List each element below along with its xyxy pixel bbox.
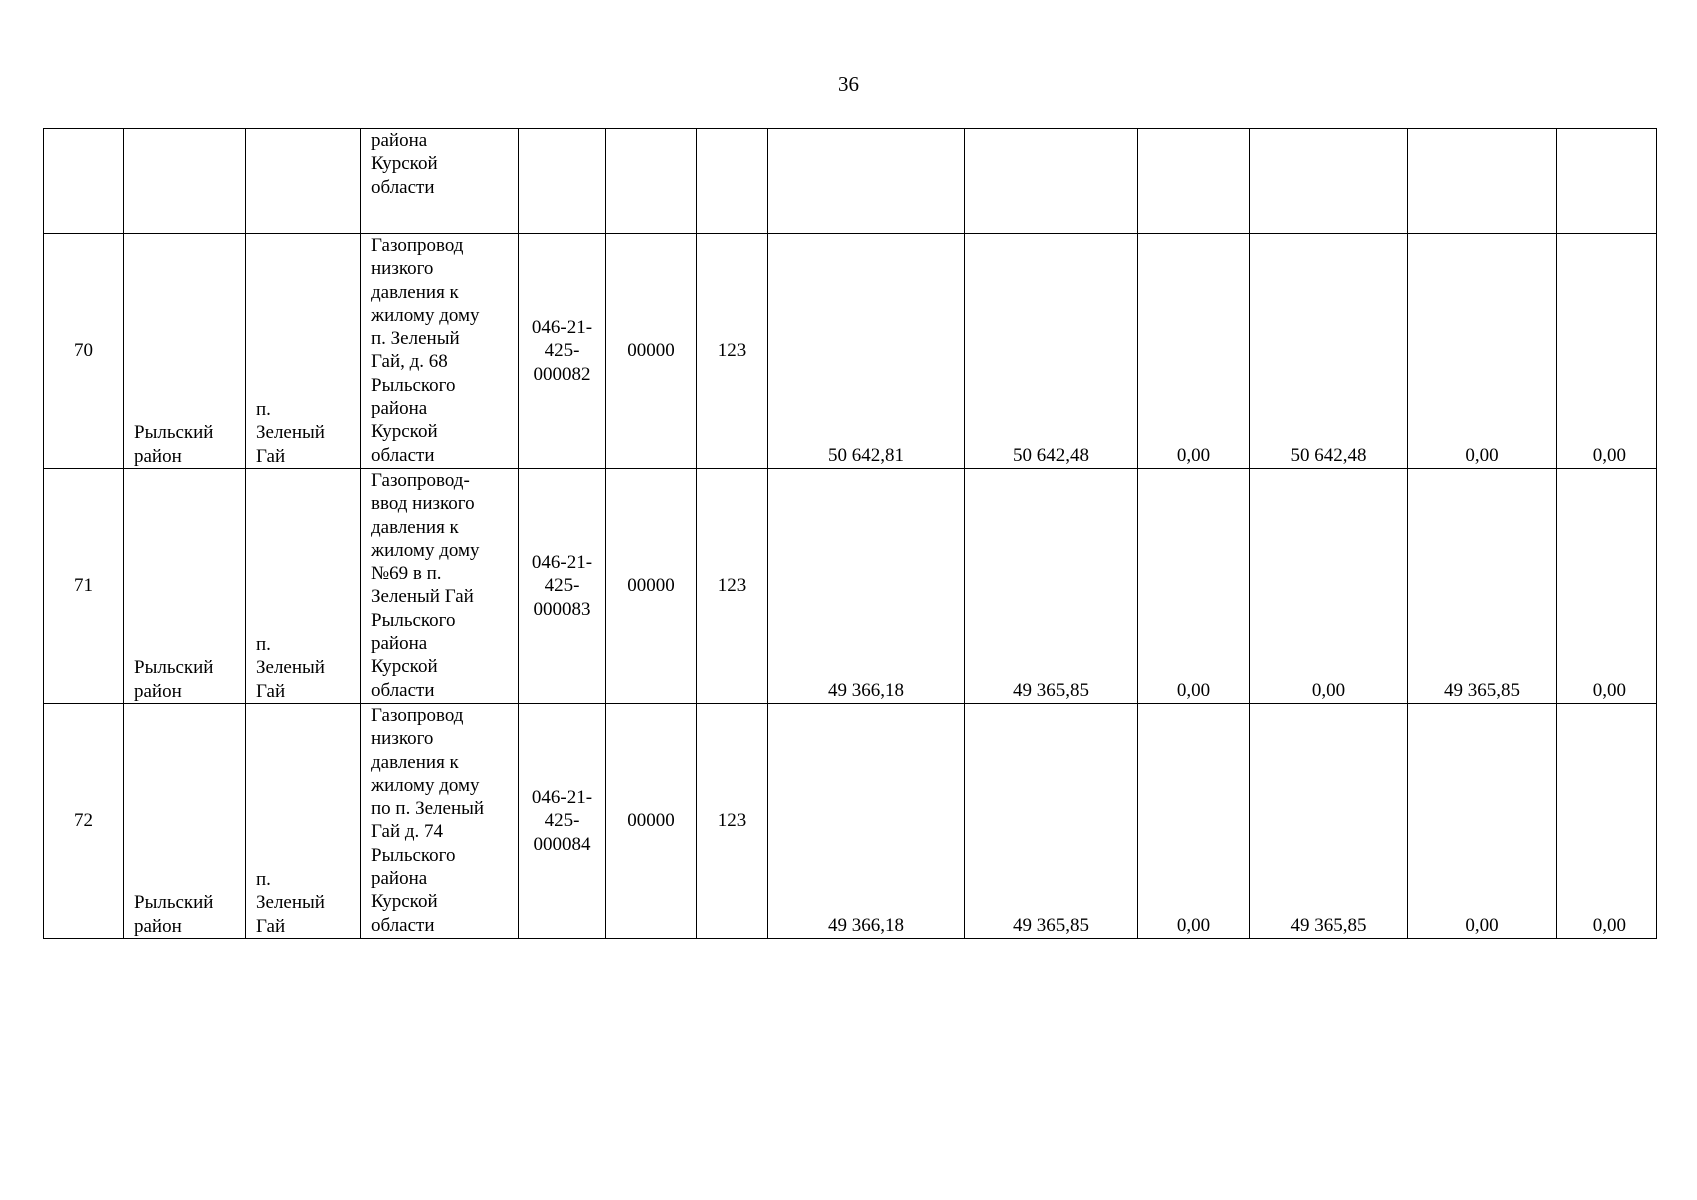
table-cell-empty	[1408, 129, 1557, 234]
table-cell-empty	[768, 129, 965, 234]
locality-name: п. Зеленый Гай	[246, 469, 361, 704]
table-cell-empty	[606, 129, 697, 234]
type-code: 123	[697, 469, 768, 704]
table-cell-empty	[1250, 129, 1408, 234]
row-number: 70	[44, 234, 124, 469]
table-cell-empty	[1557, 129, 1657, 234]
object-description: Газопровод- ввод низкого давления к жилому дому №69 в п. Зеленый Гай Рыльского района Курской области	[361, 469, 519, 704]
value-cell: 49 366,18	[768, 469, 965, 704]
object-description: района Курской области	[361, 129, 519, 234]
table-row	[44, 234, 1657, 469]
table-cell-empty	[246, 129, 361, 234]
kbk-code: 00000	[606, 704, 697, 939]
value-cell: 50 642,81	[768, 234, 965, 469]
row-number: 72	[44, 704, 124, 939]
table-row	[44, 469, 1657, 704]
table-cell-empty	[1138, 129, 1250, 234]
type-code: 123	[697, 704, 768, 939]
object-code: 046-21- 425- 000083	[519, 469, 606, 704]
object-description: Газопровод низкого давления к жилому дому по п. Зеленый Гай д. 74 Рыльского района Курской области	[361, 704, 519, 939]
value-cell: 49 366,18	[768, 704, 965, 939]
locality-name: п. Зеленый Гай	[246, 234, 361, 469]
page-number: 36	[838, 72, 859, 96]
value-cell: 0,00	[1138, 704, 1250, 939]
value-cell: 0,00	[1138, 469, 1250, 704]
table-cell-empty	[44, 129, 124, 234]
value-cell: 50 642,48	[965, 234, 1138, 469]
type-code: 123	[697, 234, 768, 469]
value-cell: 0,00	[1408, 234, 1557, 469]
district-name: Рыльский район	[124, 704, 246, 939]
district-name: Рыльский район	[124, 469, 246, 704]
value-cell: 49 365,85	[1250, 704, 1408, 939]
value-cell: 0,00	[1557, 234, 1657, 469]
table-cell-empty	[697, 129, 768, 234]
object-code: 046-21- 425- 000082	[519, 234, 606, 469]
value-cell: 0,00	[1138, 234, 1250, 469]
kbk-code: 00000	[606, 469, 697, 704]
table-cell-empty	[519, 129, 606, 234]
value-cell: 49 365,85	[965, 704, 1138, 939]
value-cell: 49 365,85	[1408, 469, 1557, 704]
value-cell: 0,00	[1408, 704, 1557, 939]
locality-name: п. Зеленый Гай	[246, 704, 361, 939]
district-name: Рыльский район	[124, 234, 246, 469]
value-cell: 0,00	[1250, 469, 1408, 704]
value-cell: 0,00	[1557, 704, 1657, 939]
value-cell: 50 642,48	[1250, 234, 1408, 469]
table-cell-empty	[965, 129, 1138, 234]
object-code: 046-21- 425- 000084	[519, 704, 606, 939]
value-cell: 0,00	[1557, 469, 1657, 704]
row-number: 71	[44, 469, 124, 704]
table-row-continuation	[44, 129, 1657, 234]
table-cell-empty	[124, 129, 246, 234]
value-cell: 49 365,85	[965, 469, 1138, 704]
data-table	[43, 128, 1657, 939]
object-description: Газопровод низкого давления к жилому дому п. Зеленый Гай, д. 68 Рыльского района Курской области	[361, 234, 519, 469]
table-row	[44, 704, 1657, 939]
kbk-code: 00000	[606, 234, 697, 469]
